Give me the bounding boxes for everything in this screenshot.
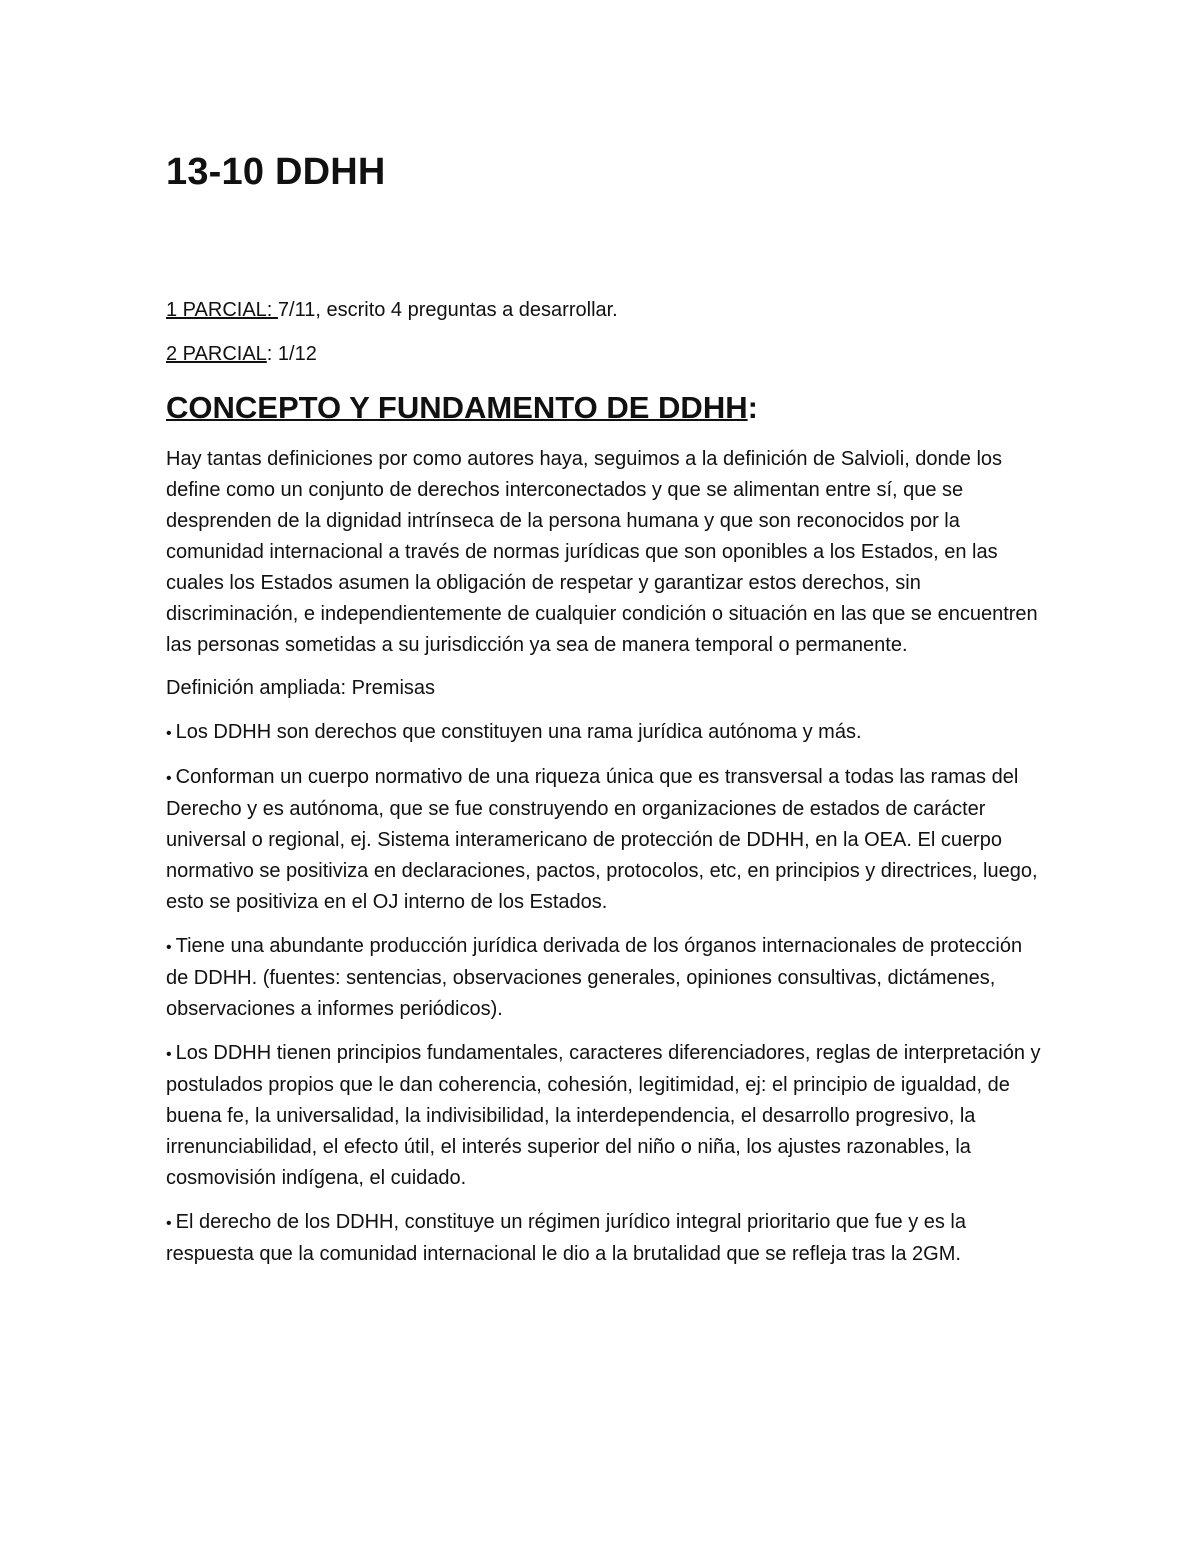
- exam-line-first: [166, 296, 1046, 324]
- exam-label: 2 PARCIAL: [166, 343, 267, 365]
- list-item: [166, 1038, 1046, 1194]
- list-item-text: Los DDHH son derechos que constituyen una rama jurídica autónoma y más.: [175, 721, 862, 743]
- intro-paragraph: Hay tantas definiciones por como autores haya, seguimos a la definición de Salvioli, donde los define como un conjunto de derechos interconectados y que se alimentan entre sí, que se desprenden de la dignidad intrínseca de la persona humana y que son reconocidos por la comunidad internacional a través de normas jurídicas que son oponibles a los Estados, en las cuales los Estados asumen la obligación de respetar y garantizar estos derechos, sin discriminación, e independientemente de cualquier condición o situación en las que se encuentren las personas sometidas a su jurisdicción ya sea de manera temporal o permanente.: [166, 448, 1038, 656]
- exam-description: , escrito 4 preguntas a desarrollar.: [315, 299, 618, 321]
- document-title: 13-10 DDHH: [166, 151, 386, 193]
- list-item-text: Los DDHH tienen principios fundamentales, caracteres diferenciadores, reglas de interpretación y postulados propios que le dan coherencia, cohesión, legitimidad, ej: el principio de igualdad, de buena fe, la universalidad, la indivisibilidad, la interdependencia, el desarrollo progresivo, la irrenunciabilidad, el efecto útil, el interés superior del niño o niña, los ajustes razonables, la cosmovisión indígena, el cuidado.: [166, 1042, 1041, 1189]
- exam-date: : 1/12: [266, 343, 317, 365]
- list-item: [166, 931, 1046, 1025]
- bullet-icon: •: [166, 725, 172, 742]
- bullet-icon: •: [166, 1046, 172, 1063]
- list-item: [166, 717, 1046, 749]
- section-heading: [166, 388, 1046, 428]
- document-body: [166, 148, 1046, 1270]
- exam-date: 7/11: [277, 299, 316, 321]
- list-item-text: Conforman un cuerpo normativo de una riqueza única que es transversal a todas las ramas del Derecho y es autónoma, que se fue construyendo en organizaciones de estados de carácter universal o regional, ej. Sistema interamericano de protección de DDHH, en la OEA. El cuerpo normativo se positiviza en declaraciones, pactos, protocolos, etc, en principios y directrices, luego, esto se positiviza en el OJ interno de los Estados.: [166, 766, 1038, 913]
- section-heading-colon: :: [747, 390, 758, 425]
- list-item: [166, 762, 1046, 918]
- subheading: Definición ampliada: Premisas: [166, 677, 436, 699]
- exam-line-second: [166, 340, 1046, 368]
- bullet-icon: •: [166, 939, 172, 956]
- bullet-icon: •: [166, 770, 172, 787]
- exam-label: 1 PARCIAL:: [166, 299, 278, 321]
- list-item-text: El derecho de los DDHH, constituye un régimen jurídico integral prioritario que fue y es la respuesta que la comunidad internacional le dio a la brutalidad que se refleja tras la 2GM.: [166, 1211, 966, 1265]
- list-item: [166, 1207, 1046, 1270]
- list-item-text: Tiene una abundante producción jurídica derivada de los órganos internacionales de protección de DDHH. (fuentes: sentencias, observaciones generales, opiniones consultivas, dictámenes, observaciones a informes periódicos).: [166, 935, 1023, 1020]
- bullet-icon: •: [166, 1215, 172, 1232]
- section-heading-text: CONCEPTO Y FUNDAMENTO DE DDHH: [166, 390, 748, 425]
